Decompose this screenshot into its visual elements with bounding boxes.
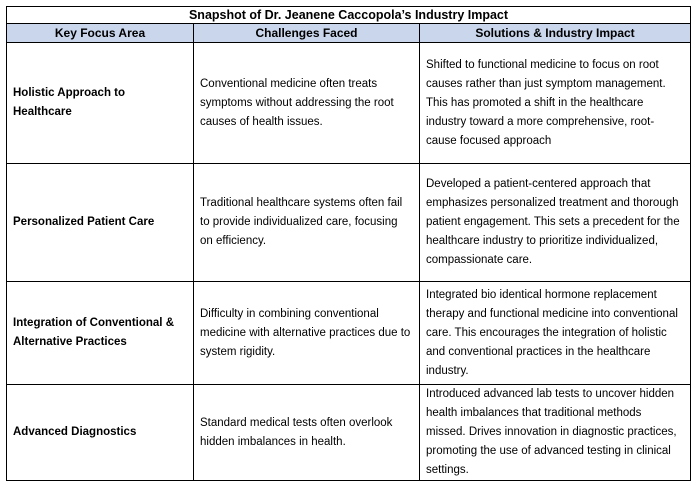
challenge-cell: Difficulty in combining conventional medicine with alternative practices due to system rigidity. — [194, 282, 420, 385]
header-solutions-impact: Solutions & Industry Impact — [420, 24, 691, 43]
table-row — [7, 282, 691, 385]
challenge-cell: Traditional healthcare systems often fail to provide individualized care, focusing on efficiency. — [194, 164, 420, 282]
header-row — [7, 24, 691, 43]
challenge-cell: Conventional medicine often treats symptoms without addressing the root causes of health issues. — [194, 43, 420, 164]
focus-area-cell: Holistic Approach to Healthcare — [7, 43, 194, 164]
focus-area-cell: Integration of Conventional & Alternative Practices — [7, 282, 194, 385]
impact-table — [6, 6, 691, 481]
table-title: Snapshot of Dr. Jeanene Caccopola’s Industry Impact — [7, 7, 691, 24]
header-key-focus-area: Key Focus Area — [7, 24, 194, 43]
solution-cell: Introduced advanced lab tests to uncover hidden health imbalances that traditional methods missed. Drives innovation in diagnostic practices, promoting the use of advanced testing in clinical settings. — [420, 385, 691, 481]
challenge-cell: Standard medical tests often overlook hidden imbalances in health. — [194, 385, 420, 481]
solution-cell: Shifted to functional medicine to focus on root causes rather than just symptom management. This has promoted a shift in the healthcare industry toward a more comprehensive, root-cause focused approach — [420, 43, 691, 164]
table-row — [7, 385, 691, 481]
solution-cell: Integrated bio identical hormone replacement therapy and functional medicine into conventional care. This encourages the integration of holistic and conventional practices in the healthcare industry. — [420, 282, 691, 385]
focus-area-cell: Advanced Diagnostics — [7, 385, 194, 481]
focus-area-cell: Personalized Patient Care — [7, 164, 194, 282]
table-row — [7, 164, 691, 282]
impact-table-container — [6, 6, 690, 481]
table-row — [7, 43, 691, 164]
header-challenges-faced: Challenges Faced — [194, 24, 420, 43]
solution-cell: Developed a patient-centered approach that emphasizes personalized treatment and thorough patient engagement. This sets a precedent for the healthcare industry to prioritize individualized, compassionate care. — [420, 164, 691, 282]
